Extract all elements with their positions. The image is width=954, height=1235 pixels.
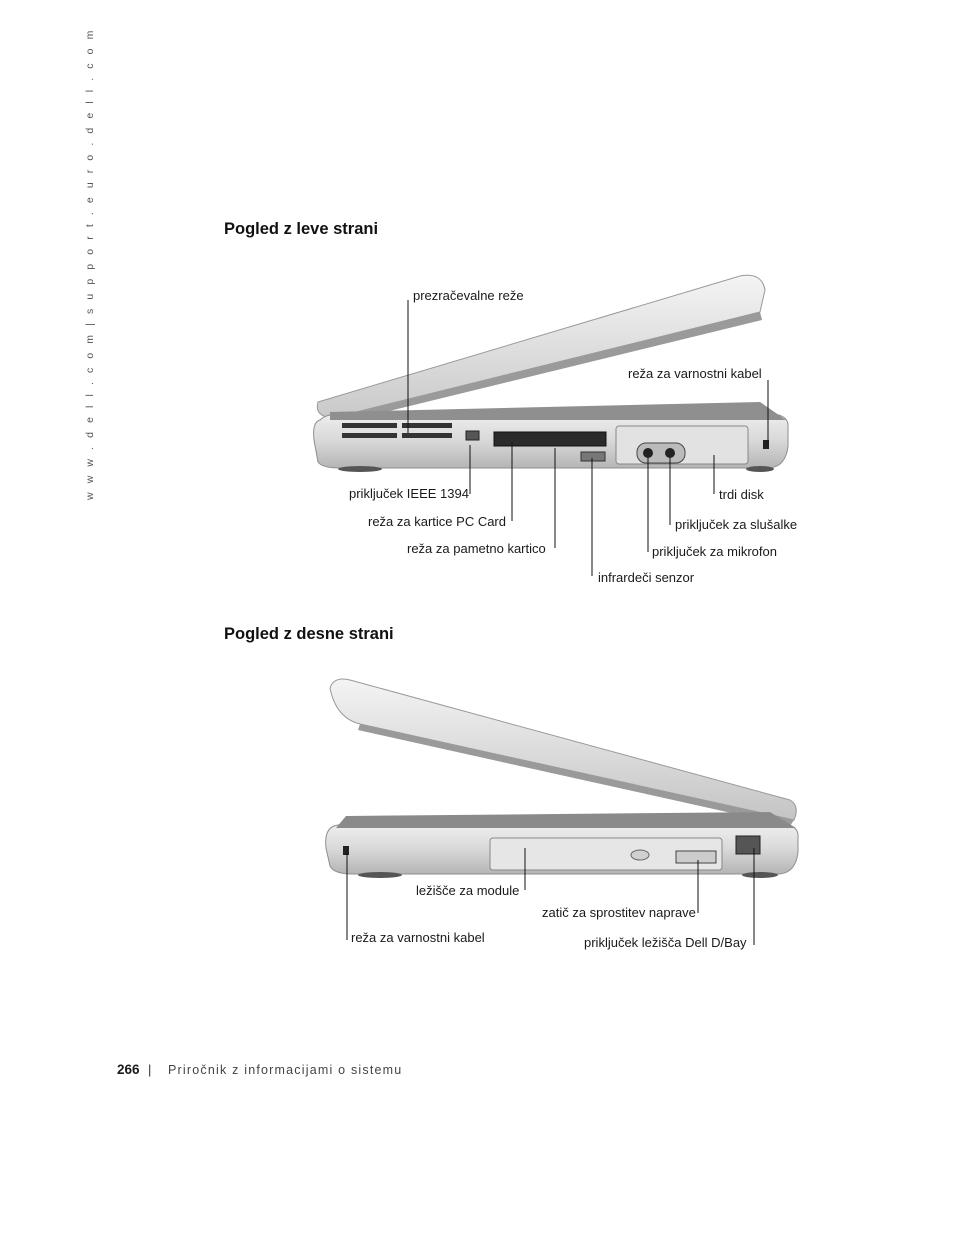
- security-slot-right-shape: [343, 846, 349, 855]
- label-smart-card: reža za pametno kartico: [407, 541, 546, 556]
- label-pc-card: reža za kartice PC Card: [368, 514, 506, 529]
- label-ieee1394: priključek IEEE 1394: [349, 486, 469, 501]
- label-infrared: infrardeči senzor: [598, 570, 695, 585]
- label-hard-drive: trdi disk: [719, 487, 764, 502]
- label-headphone: priključek za slušalke: [675, 517, 798, 532]
- right-lid: [330, 679, 796, 826]
- release-latch-shape: [676, 851, 716, 863]
- label-microphone: priključek za mikrofon: [652, 544, 777, 559]
- label-security-slot-right: reža za varnostni kabel: [351, 930, 485, 945]
- label-module-bay: ležišče za module: [416, 883, 520, 898]
- label-vents: prezračevalne reže: [413, 288, 524, 303]
- label-dbay-connector: priključek ležišča Dell D/Bay: [584, 935, 747, 950]
- dbay-connector-shape: [736, 836, 760, 854]
- optical-drive-button-shape: [631, 850, 649, 860]
- label-security-slot-left: reža za varnostni kabel: [628, 366, 762, 381]
- label-release-latch: zatič za sprostitev naprave: [542, 905, 696, 920]
- side-url: w w w . d e l l . c o m | s u p p o r t . e u r o . d e l l . c o m: [84, 27, 96, 500]
- page-number: 266: [117, 1062, 140, 1077]
- right-view-heading: Pogled z desne strani: [224, 625, 394, 643]
- footer-separator: |: [148, 1062, 152, 1077]
- footer-title: Priročnik z informacijami o sistemu: [168, 1063, 403, 1077]
- left-view-heading: Pogled z leve strani: [224, 220, 379, 238]
